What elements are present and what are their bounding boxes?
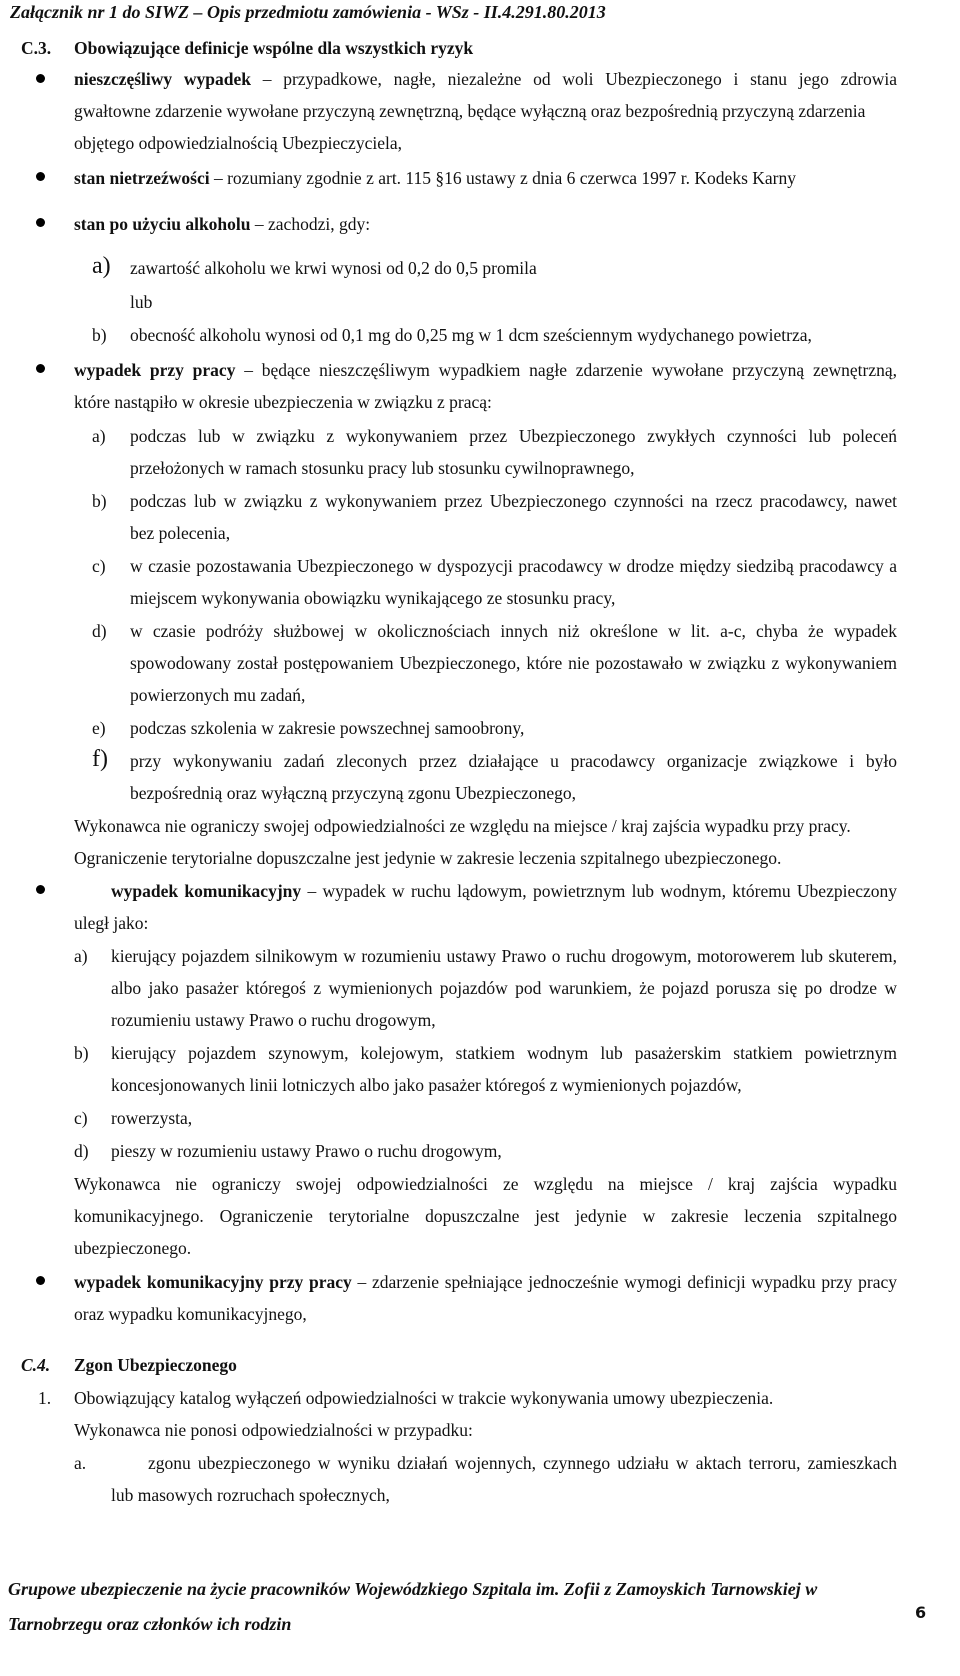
def-text: – będące nieszczęśliwym wypadkiem nagłe zdarzenie wywołane przyczyną zewnętrzną, <box>244 360 898 380</box>
list-item-text: podczas lub w związku z wykonywaniem przez Ubezpieczonego czynności na rzecz pracodawcy, nawet <box>130 491 897 511</box>
def-text: – przypadkowe, nagłe, niezależne od woli Ubezpieczonego i stanu jego zdrowia <box>262 69 897 89</box>
def-wypadek-pracy-line1 <box>74 358 897 382</box>
list-item-text: rozumieniu ustawy Prawo o ruchu drogowym, <box>111 1010 436 1030</box>
list-label: 1. <box>38 1388 52 1408</box>
section-title-c4: Zgon Ubezpieczonego <box>74 1355 237 1375</box>
list-item-text: obecność alkoholu wynosi od 0,1 mg do 0,25 mg w 1 dcm sześciennym wydychanego powietrza, <box>130 325 812 345</box>
footer-line2: Tarnobrzegu oraz członków ich rodzin <box>8 1614 292 1634</box>
list-item-text: w czasie pozostawania Ubezpieczonego w dyspozycji pracodawcy w drodze między siedzibą pracodawcy a <box>130 556 897 576</box>
list-label: f) <box>92 746 108 772</box>
list-item-text: przełożonych w ramach stosunku pracy lub stosunku cywilnoprawnego, <box>130 458 635 478</box>
def-wypadek-pracy-line2: które nastąpiło w okresie ubezpieczenia w związku z pracą: <box>74 392 492 412</box>
list-item-text: kierujący pojazdem szynowym, kolejowym, statkiem wodnym lub pasażerskim statkiem powietrznym <box>111 1043 897 1063</box>
list-item-text: spowodowany został postępowaniem Ubezpieczonego, które nie pozostawało w związku z wykonywaniem <box>130 653 897 673</box>
list-item-text: miejscem wykonywania obowiązku wynikającego ze stosunku pracy, <box>130 588 616 608</box>
note-text: Ograniczenie terytorialne dopuszczalne jest jedynie w zakresie leczenia szpitalnego ubezpieczonego. <box>74 848 782 868</box>
list-label: d) <box>74 1141 89 1161</box>
def-nietrzezwosc <box>74 166 796 190</box>
term-nietrzezwosc: stan nietrzeźwości <box>74 168 210 188</box>
list-label: a) <box>92 253 111 279</box>
note-text: Wykonawca nie ograniczy swojej odpowiedzialności ze względu na miejsce / kraj zajścia wypadku <box>74 1174 897 1194</box>
list-label: b) <box>74 1043 89 1063</box>
list-item-text: podczas szkolenia w zakresie powszechnej samoobrony, <box>130 718 525 738</box>
term-nieszczesliwy: nieszczęśliwy wypadek <box>74 69 251 89</box>
def-text: – zachodzi, gdy: <box>254 214 371 234</box>
list-item-text: bezpośrednią oraz wyłączną przyczyną zgonu Ubezpieczonego, <box>130 783 577 803</box>
term-wypadek-kom: wypadek komunikacyjny <box>111 881 302 901</box>
list-item-text: lub masowych rozruchach społecznych, <box>111 1485 390 1505</box>
list-label: d) <box>92 621 107 641</box>
list-item-text: pieszy w rozumieniu ustawy Prawo o ruchu drogowym, <box>111 1141 502 1161</box>
def-text: – zdarzenie spełniające jednocześnie wymogi definicji wypadku przy pracy <box>357 1272 898 1292</box>
def-text: – rozumiany zgodnie z art. 115 §16 ustawy z dnia 6 czerwca 1997 r. Kodeks Karny <box>213 168 796 188</box>
note-text: komunikacyjnego. Ograniczenie terytorialne dopuszczalne jest jedynie w zakresie leczenia szpitalnego <box>74 1206 897 1226</box>
def-wypadek-kom-line1 <box>111 879 897 903</box>
def-nieszczesliwy-line2: gwałtowne zdarzenie wywołane przyczyną zewnętrzną, będące wyłączną oraz bezpośrednią przyczyną zdarzenia <box>74 101 866 121</box>
section-title-c3: Obowiązujące definicje wspólne dla wszystkich ryzyk <box>74 38 474 58</box>
term-wypadek-kom-pracy: wypadek komunikacyjny przy pracy <box>74 1272 352 1292</box>
list-label: a) <box>92 426 106 446</box>
def-alkohol <box>74 212 370 236</box>
def-wypadek-kom-pracy-line2: oraz wypadku komunikacyjnego, <box>74 1304 307 1324</box>
term-alkohol: stan po użyciu alkoholu <box>74 214 251 234</box>
bullet-icon <box>36 218 45 227</box>
def-nieszczesliwy-line1 <box>74 67 897 91</box>
def-wypadek-kom-line2: uległ jako: <box>74 913 149 933</box>
list-item-text: zgonu ubezpieczonego w wyniku działań wojennych, czynnego udziału w aktach terroru, zamieszkach <box>148 1453 897 1473</box>
note-text: ubezpieczonego. <box>74 1238 192 1258</box>
def-nieszczesliwy-line3: objętego odpowiedzialnością Ubezpieczyciela, <box>74 133 402 153</box>
bullet-icon <box>36 885 45 894</box>
term-wypadek-pracy: wypadek przy pracy <box>74 360 236 380</box>
list-item-text: podczas lub w związku z wykonywaniem przez Ubezpieczonego zwykłych czynności lub poleceń <box>130 426 897 446</box>
page-header: Załącznik nr 1 do SIWZ – Opis przedmiotu zamówienia - WSz - II.4.291.80.2013 <box>10 2 606 22</box>
list-item-text: kierujący pojazdem silnikowym w rozumieniu ustawy Prawo o ruchu drogowym, motorowerem lub skuterem, <box>111 946 897 966</box>
list-item-text: powierzonych mu zadań, <box>130 685 306 705</box>
bullet-icon <box>36 172 45 181</box>
bullet-icon <box>36 1276 45 1285</box>
section-number-c4: C.4. <box>21 1355 51 1375</box>
list-label: b) <box>92 325 107 345</box>
list-connector: lub <box>130 292 153 312</box>
list-label: c) <box>74 1108 88 1128</box>
def-wypadek-kom-pracy-line1 <box>74 1270 897 1294</box>
list-item-text: koncesjonowanych linii lotniczych albo jako pasażer któregoś z wymienionych pojazdów, <box>111 1075 742 1095</box>
list-label: c) <box>92 556 106 576</box>
list-item-text: zawartość alkoholu we krwi wynosi od 0,2 do 0,5 promila <box>130 258 537 278</box>
list-label: b) <box>92 491 107 511</box>
list-item-text: Wykonawca nie ponosi odpowiedzialności w przypadku: <box>74 1420 473 1440</box>
list-item-text: Obowiązujący katalog wyłączeń odpowiedzialności w trakcie wykonywania umowy ubezpieczenia. <box>74 1388 774 1408</box>
list-item-text: przy wykonywaniu zadań zleconych przez działające u pracodawcy organizacje związkowe i było <box>130 751 897 771</box>
list-label: e) <box>92 718 106 738</box>
bullet-icon <box>36 364 45 373</box>
note-text: Wykonawca nie ograniczy swojej odpowiedzialności ze względu na miejsce / kraj zajścia wypadku przy pracy. <box>74 816 851 836</box>
list-item-text: albo jako pasażer któregoś z wymienionych pojazdów pod warunkiem, że pojazd porusza się po drodze w <box>111 978 897 998</box>
footer-line1: Grupowe ubezpieczenie na życie pracowników Wojewódzkiego Szpitala im. Zofii z Zamoyskich Tarnowskiej w <box>8 1579 818 1599</box>
page-number: 6 <box>915 1603 927 1622</box>
def-text: – wypadek w ruchu lądowym, powietrznym lub wodnym, któremu Ubezpieczony <box>307 881 897 901</box>
list-label: a. <box>74 1453 87 1473</box>
list-item-text: bez polecenia, <box>130 523 231 543</box>
bullet-icon <box>36 74 45 83</box>
list-item-text: w czasie podróży służbowej w okolicznościach innych niż określone w lit. a-c, chyba że wypadek <box>130 621 897 641</box>
list-label: a) <box>74 946 88 966</box>
list-item-text: rowerzysta, <box>111 1108 193 1128</box>
section-number-c3: C.3. <box>21 38 52 58</box>
